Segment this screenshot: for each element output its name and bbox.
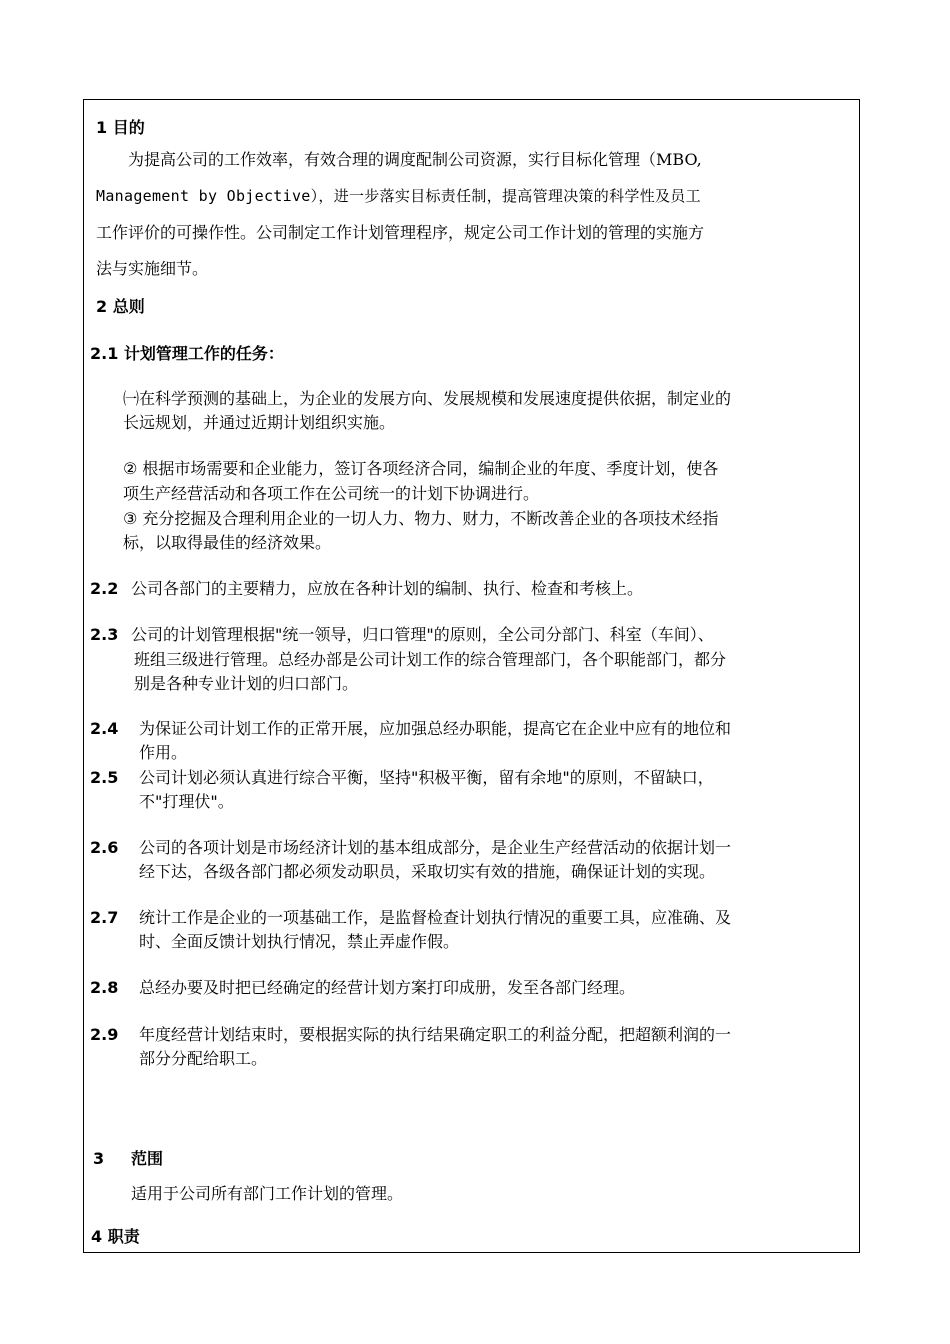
section-1-line-4: 法与实施细节。	[96, 259, 209, 278]
clause-2-7-line-2: 时、全面反馈计划执行情况，禁止弄虚作假。	[139, 932, 460, 951]
clause-2-9-line-1: 年度经营计划结束时，要根据实际的执行结果确定职工的利益分配，把超额利润的一	[139, 1025, 732, 1044]
clause-2-8-number: 2.8	[90, 978, 119, 997]
clause-2-5-line-2: 不"打理伏"。	[139, 792, 234, 811]
clause-2-2-number: 2.2	[90, 579, 119, 598]
section-3-number: 3	[93, 1149, 105, 1168]
clause-2-2-line-1: 公司各部门的主要精力，应放在各种计划的编制、执行、检查和考核上。	[131, 579, 644, 598]
clause-2-7-number: 2.7	[90, 908, 119, 927]
clause-2-3-line-2: 班组三级进行管理。总经办部是公司计划工作的综合管理部门，各个职能部门，都分	[134, 650, 727, 669]
clause-2-6-line-2: 经下达，各级各部门都必须发动职员，采取切实有效的措施，确保证计划的实现。	[139, 862, 716, 881]
section-1-line-2: Management by Objective），进一步落实目标责任制，提高管理决策的科学性及员工	[96, 187, 701, 205]
clause-2-9-line-2: 部分分配给职工。	[139, 1049, 268, 1068]
section-1-line-1: 为提高公司的工作效率，有效合理的调度配制公司资源，实行目标化管理（MBO,	[128, 150, 702, 169]
clause-2-6-line-1: 公司的各项计划是市场经济计划的基本组成部分，是企业生产经营活动的依据计划一	[139, 838, 732, 857]
clause-2-5-number: 2.5	[90, 768, 119, 787]
clause-2-9-number: 2.9	[90, 1025, 119, 1044]
clause-2-5-line-1: 公司计划必须认真进行综合平衡，坚持"积极平衡，留有余地"的原则，不留缺口，	[139, 768, 714, 787]
section-4-heading: 4 职责	[91, 1227, 140, 1246]
clause-2-7-line-1: 统计工作是企业的一项基础工作，是监督检查计划执行情况的重要工具，应准确、及	[139, 908, 732, 927]
section-1-heading: 1 目的	[96, 118, 145, 137]
clause-2-8-line-1: 总经办要及时把已经确定的经营计划方案打印成册，发至各部门经理。	[139, 978, 636, 997]
clause-2-4-line-1: 为保证公司计划工作的正常开展，应加强总经办职能，提高它在企业中应有的地位和	[139, 719, 732, 738]
clause-2-4-number: 2.4	[90, 719, 119, 738]
clause-2-3-line-1: 公司的计划管理根据"统一领导，归口管理"的原则，全公司分部门、科室（车间）、	[131, 625, 714, 644]
section-3-body: 适用于公司所有部门工作计划的管理。	[131, 1184, 404, 1203]
task-item-1-line-2: 长远规划，并通过近期计划组织实施。	[123, 413, 396, 432]
task-item-2-line-2: 项生产经营活动和各项工作在公司统一的计划下协调进行。	[123, 484, 540, 503]
section-3-title: 范围	[131, 1149, 164, 1168]
section-2-heading: 2 总则	[96, 297, 145, 316]
section-2-1-heading: 2.1 计划管理工作的任务：	[90, 344, 284, 363]
task-item-3-line-1: ③ 充分挖掘及合理利用企业的一切人力、物力、财力，不断改善企业的各项技术经指	[123, 509, 719, 528]
clause-2-4-line-2: 作用。	[139, 743, 188, 762]
clause-2-3-line-3: 别是各种专业计划的归口部门。	[134, 674, 359, 693]
task-item-2-line-1: ② 根据市场需要和企业能力，签订各项经济合同，编制企业的年度、季度计划，使各	[123, 459, 719, 478]
clause-2-3-number: 2.3	[90, 625, 119, 644]
section-1-line-3: 工作评价的可操作性。公司制定工作计划管理程序，规定公司工作计划的管理的实施方	[96, 223, 705, 242]
clause-2-6-number: 2.6	[90, 838, 119, 857]
task-item-1-line-1: ㈠在科学预测的基础上，为企业的发展方向、发展规模和发展速度提供依据，制定业的	[123, 389, 732, 408]
task-item-3-line-2: 标，以取得最佳的经济效果。	[123, 533, 332, 552]
